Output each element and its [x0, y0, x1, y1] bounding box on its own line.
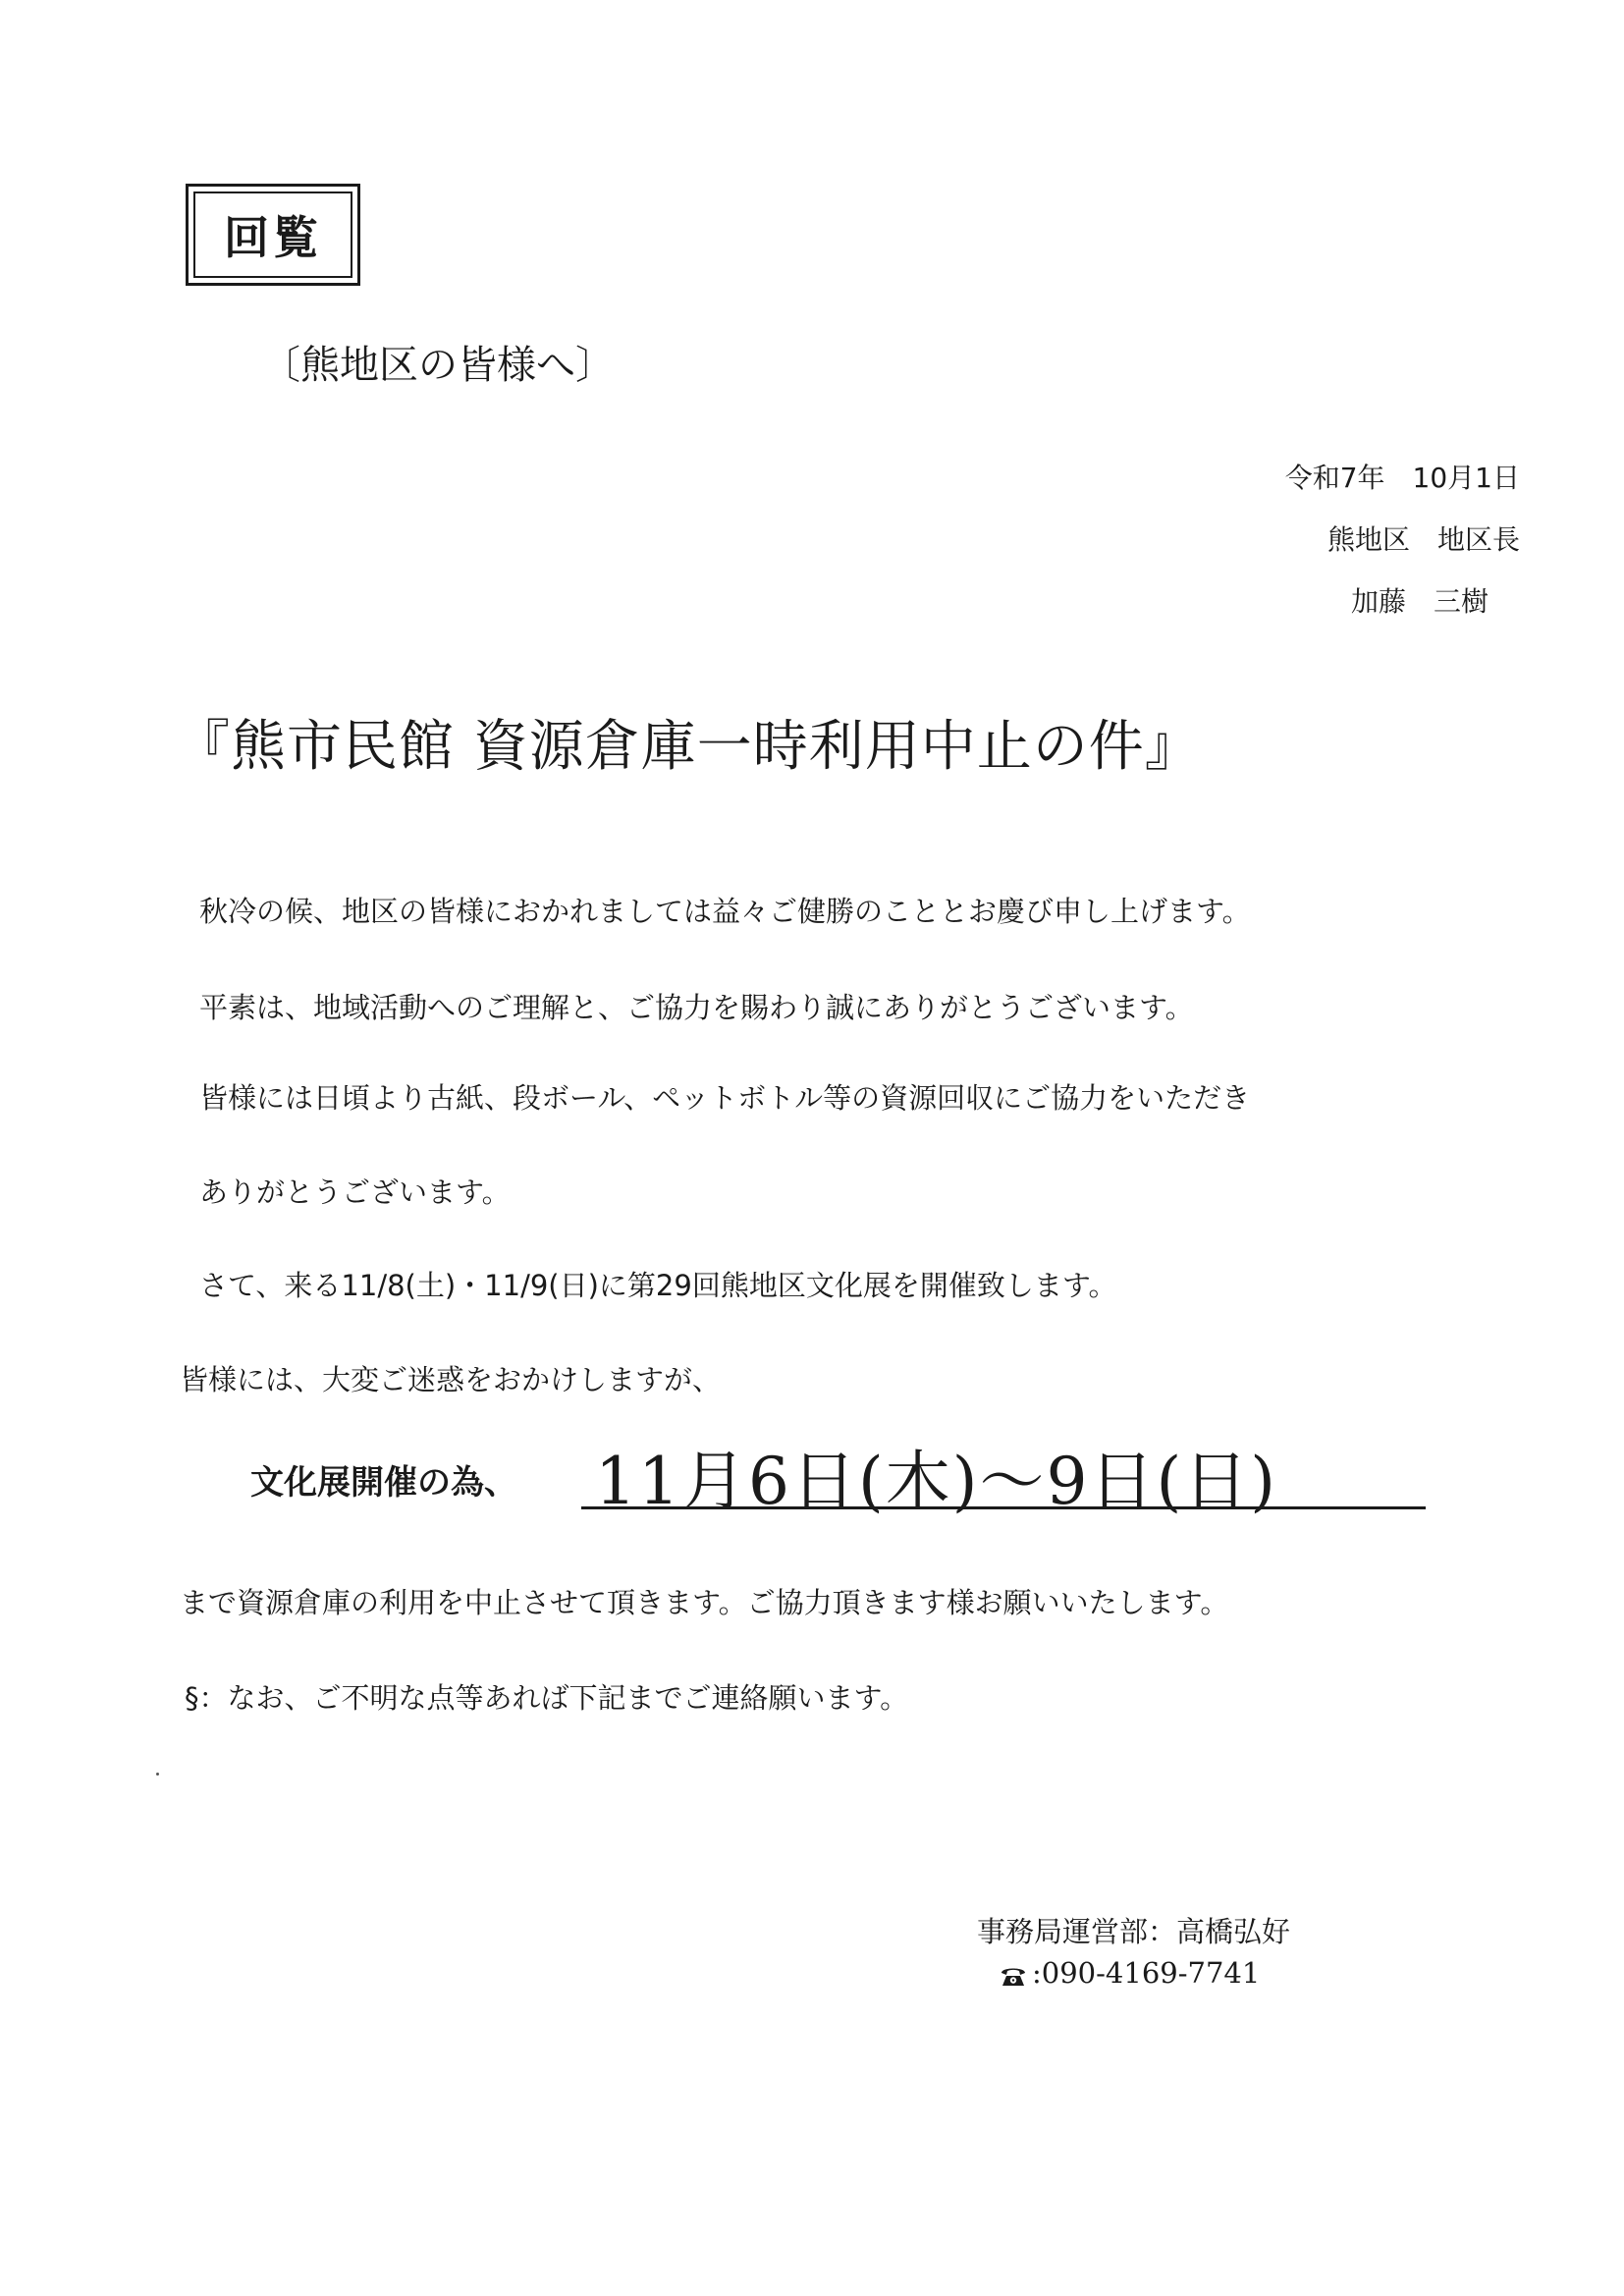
contact-phone-row — [999, 1956, 1260, 1990]
contact-phone-number: :090-4169-7741 — [1032, 1956, 1261, 1990]
suspension-period: 11月6日(木)～9日(日) — [595, 1444, 1277, 1519]
chief-name: 加藤 三樹 — [1350, 585, 1489, 618]
telephone-icon — [999, 1961, 1028, 1985]
body-line-recycling-cont: ありがとうございます。 — [199, 1175, 511, 1209]
body-line-greeting: 秋冷の候、地区の皆様におかれましては益々ご健勝のこととお慶び申し上げます。 — [199, 895, 1251, 928]
body-line-festival-notice: さて、来る11/8(土)・11/9(日)に第29回熊地区文化展を開催致します。 — [199, 1269, 1117, 1302]
body-line-contact-note: §：なお、ご不明な点等あれば下記までご連絡願います。 — [185, 1681, 909, 1715]
body-line-recycling: 皆様には日頃より古紙、段ボール、ペットボトル等の資源回収にご協力をいただき — [199, 1081, 1251, 1115]
addressee: 〔熊地区の皆様へ〕 — [261, 343, 615, 388]
suspension-period-underline — [581, 1506, 1426, 1509]
issue-date: 令和7年 10月1日 — [1284, 462, 1520, 494]
contact-department: 事務局運営部：高橋弘好 — [977, 1915, 1291, 1948]
circulation-badge — [186, 184, 360, 286]
scan-speck — [156, 1773, 159, 1776]
festival-reason: 文化展開催の為、 — [250, 1463, 517, 1503]
body-line-suspension: まで資源倉庫の利用を中止させて頂きます。ご協力頂きます様お願いいたします。 — [180, 1586, 1229, 1619]
body-line-apology: 皆様には、大変ご迷惑をおかけしますが、 — [180, 1363, 722, 1396]
circulation-badge-label: 回覧 — [193, 191, 352, 278]
district-chief-title: 熊地区 地区長 — [1326, 523, 1520, 556]
body-line-thanks: 平素は、地域活動へのご理解と、ご協力を賜わり誠にありがとうございます。 — [199, 991, 1194, 1024]
document-title: 『熊市民館 資源倉庫一時利用中止の件』 — [175, 715, 1201, 779]
